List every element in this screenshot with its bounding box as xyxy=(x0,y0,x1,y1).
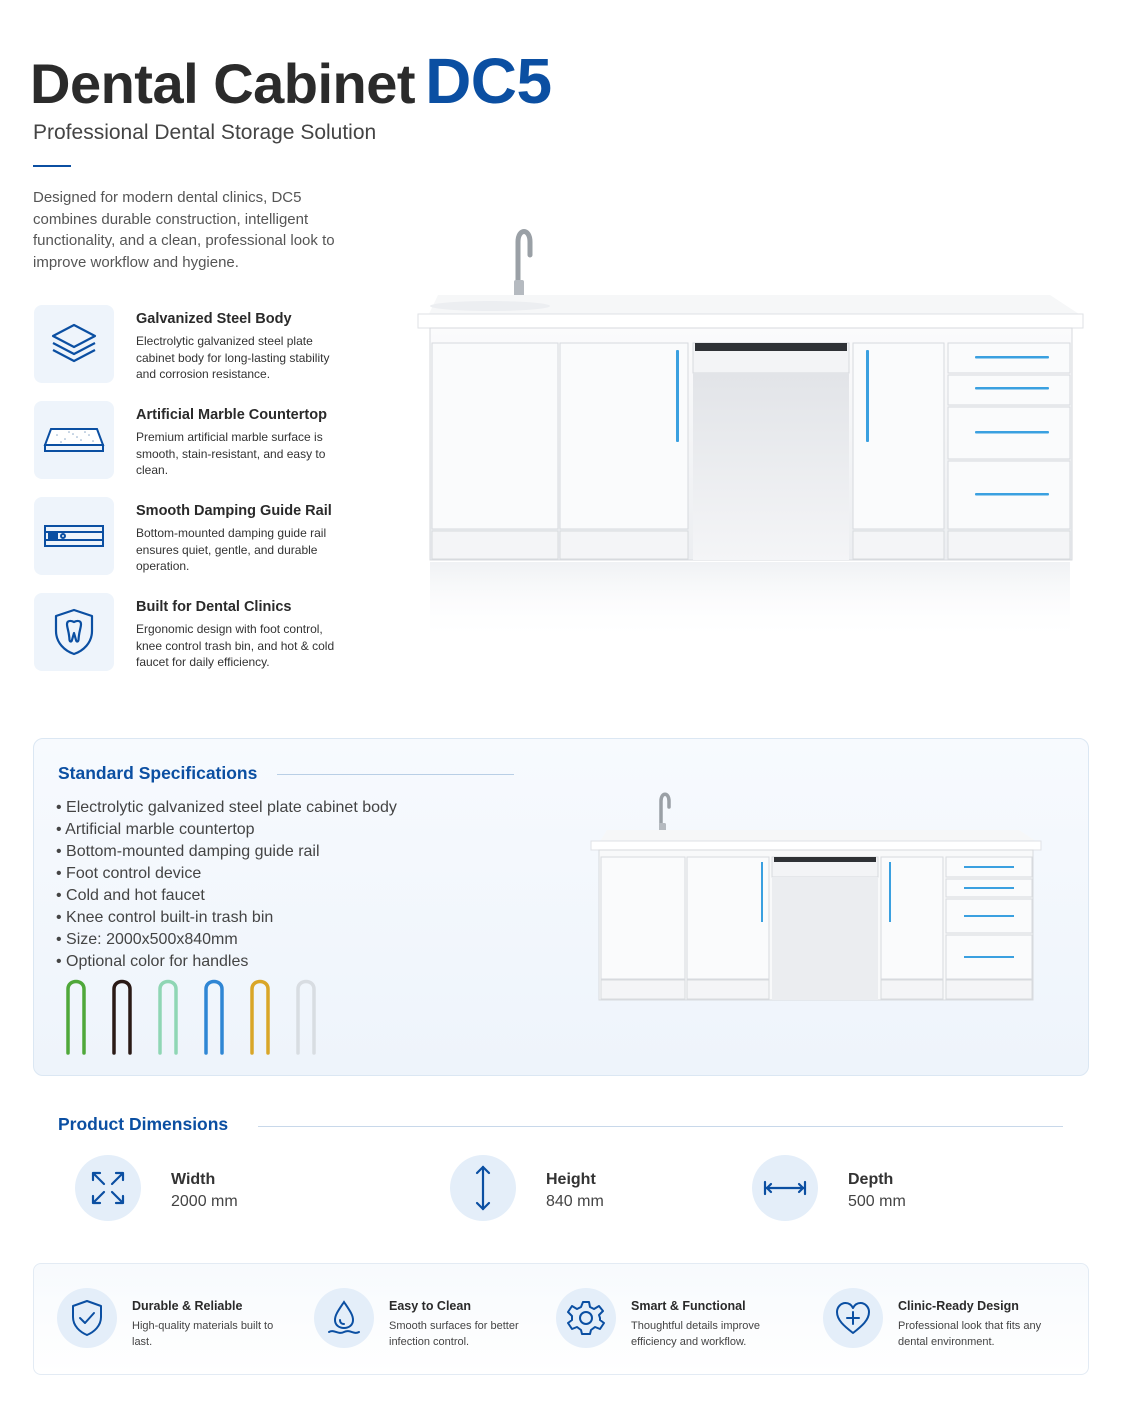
page-subtitle: Professional Dental Storage Solution xyxy=(33,121,377,144)
feature-desc: Electrolytic galvanized steel plate cabinet body for long-lasting stability and corrosion resistance. xyxy=(136,334,330,381)
spec-item: • Foot control device xyxy=(56,865,202,882)
spec-item: • Artificial marble countertop xyxy=(56,821,255,838)
benefit-desc: Thoughtful details improve efficiency and workflow. xyxy=(631,1320,761,1348)
dimension-label: Height xyxy=(546,1171,596,1188)
intro-paragraph: Designed for modern dental clinics, DC5 combines durable construction, intelligent functionality, and a clean, professional look to improve workflow and hygiene. xyxy=(33,189,335,271)
feature-item xyxy=(34,497,364,593)
benefits-bar xyxy=(33,1263,1089,1375)
benefit-title: Smart & Functional xyxy=(631,1299,746,1313)
feature-title: Smooth Damping Guide Rail xyxy=(136,503,332,519)
handle-swatch xyxy=(114,982,130,1054)
handle-color-swatches xyxy=(64,977,324,1057)
benefit-desc: Professional look that fits any dental environment. xyxy=(898,1320,1042,1348)
feature-item xyxy=(34,305,364,401)
tooth-shield-icon xyxy=(34,593,114,671)
feature-desc: Premium artificial marble surface is smooth, stain-resistant, and easy to clean. xyxy=(136,430,326,477)
vertical-arrow-icon xyxy=(450,1155,516,1221)
handle-swatch xyxy=(68,982,84,1054)
horizontal-arrow-icon xyxy=(752,1155,818,1221)
dimensions-title: Product Dimensions xyxy=(58,1114,229,1134)
expand-arrows-icon xyxy=(75,1155,141,1221)
handle-swatch xyxy=(206,982,222,1054)
handle-swatch xyxy=(252,982,268,1054)
spec-item: • Knee control built-in trash bin xyxy=(56,909,274,926)
guide-rail-icon xyxy=(34,497,114,575)
spec-item: • Size: 2000x500x840mm xyxy=(56,931,238,948)
layers-icon xyxy=(34,305,114,383)
marble-slab-icon xyxy=(34,401,114,479)
section-divider xyxy=(277,774,514,775)
feature-list xyxy=(34,305,364,689)
cabinet-spec-image xyxy=(589,787,1049,1062)
section-divider xyxy=(258,1126,1063,1127)
feature-desc: Ergonomic design with foot control, knee control trash bin, and hot & cold faucet for daily efficiency. xyxy=(136,622,335,669)
handle-swatch xyxy=(160,982,176,1054)
page-title xyxy=(30,44,552,118)
spec-item: • Cold and hot faucet xyxy=(56,887,205,904)
spec-item: • Bottom-mounted damping guide rail xyxy=(56,843,320,860)
feature-title: Artificial Marble Countertop xyxy=(136,407,327,423)
dimension-label: Depth xyxy=(848,1171,894,1188)
cabinet-hero-image xyxy=(410,220,1100,650)
dimension-value: 840 mm xyxy=(546,1193,604,1210)
benefit-desc: High-quality materials built to last. xyxy=(132,1320,274,1348)
spec-item: • Optional color for handles xyxy=(56,953,249,970)
benefit-title: Durable & Reliable xyxy=(132,1299,243,1313)
model-name: DC5 xyxy=(425,45,552,117)
dimension-label: Width xyxy=(171,1171,216,1188)
benefit-title: Clinic-Ready Design xyxy=(898,1299,1019,1313)
feature-title: Galvanized Steel Body xyxy=(136,311,292,327)
spec-item: • Electrolytic galvanized steel plate cabinet body xyxy=(56,799,397,816)
handle-swatch xyxy=(298,982,314,1054)
benefit-desc: Smooth surfaces for better infection control. xyxy=(389,1320,519,1348)
heart-plus-icon xyxy=(823,1288,883,1348)
specifications-list xyxy=(56,797,397,973)
dimension-value: 2000 mm xyxy=(171,1193,238,1210)
gear-icon xyxy=(556,1288,616,1348)
benefit-title: Easy to Clean xyxy=(389,1299,471,1313)
feature-desc: Bottom-mounted damping guide rail ensures quiet, gentle, and durable operation. xyxy=(136,526,327,573)
feature-title: Built for Dental Clinics xyxy=(136,599,292,615)
shield-check-icon xyxy=(57,1288,117,1348)
feature-item xyxy=(34,401,364,497)
specifications-card xyxy=(33,738,1089,1076)
title-text: Dental Cabinet xyxy=(30,52,416,115)
dimension-value: 500 mm xyxy=(848,1193,906,1210)
feature-item xyxy=(34,593,364,689)
specifications-title: Standard Specifications xyxy=(58,763,258,783)
water-drop-icon xyxy=(314,1288,374,1348)
title-divider xyxy=(33,165,71,167)
